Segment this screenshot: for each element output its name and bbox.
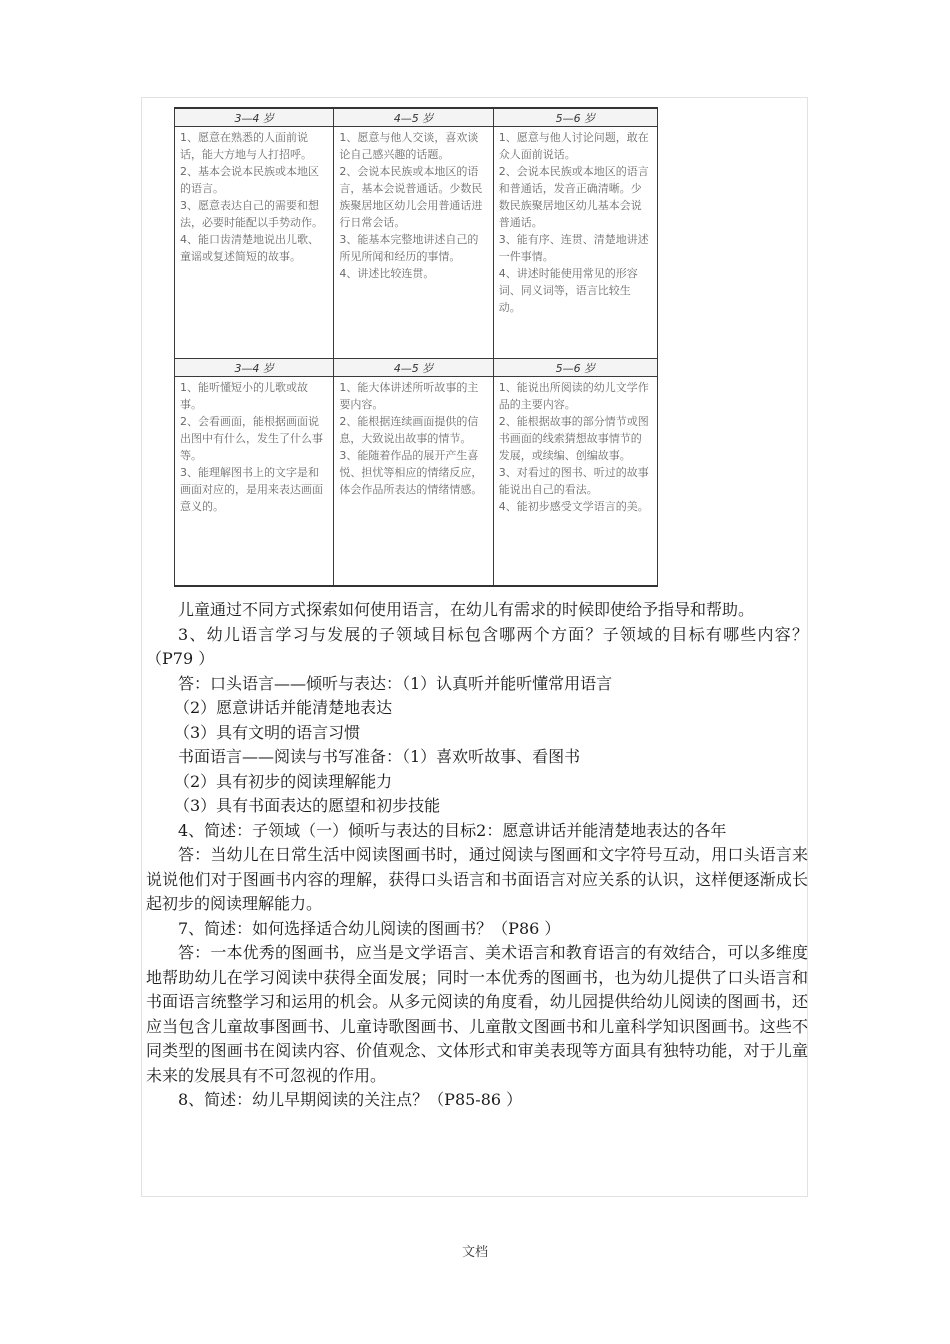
answer-7: 答：一本优秀的图画书，应当是文学语言、美术语言和教育语言的有效结合，可以多维度地帮助幼儿在学习阅读中获得全面发展；同时一本优秀的图画书，也为幼儿提供了口头语言和书面语言统整学习和运用的机会。从多元阅读的角度看，幼儿园提供给幼儿阅读的图画书，还应当包含儿童故事图画书、儿童诗歌图画书、儿童散文图画书和儿童科学知识图画书。这些不同类型的图画书在阅读内容、价值观念、文体形式和审美表现等方面具有独特功能，对于儿童未来的发展具有不可忽视的作用。 <box>146 943 808 1085</box>
table2-header-age-5-6: 5—6 岁 <box>493 359 657 377</box>
table2-item: 4、能初步感受文学语言的美。 <box>498 500 649 513</box>
question-7: 7、简述：如何选择适合幼儿阅读的图画书？（P86 ） <box>178 918 561 938</box>
table2-item: 1、能听懂短小的儿歌或故事。 <box>180 381 308 411</box>
table2-item: 2、能根据连续画面提供的信息，大致说出故事的情节。 <box>339 415 479 445</box>
goals-table-reading <box>174 358 658 587</box>
table2-item: 3、能随着作品的展开产生喜悦、担忧等相应的情绪反应，体会作品所表达的情绪情感。 <box>339 449 483 496</box>
body-text <box>146 598 808 1113</box>
table2-header-age-3-4: 3—4 岁 <box>175 359 334 377</box>
table1-item: 4、能口齿清楚地说出儿歌、童谣或复述简短的故事。 <box>180 233 319 263</box>
table1-header-age-3-4: 3—4 岁 <box>175 108 334 127</box>
table1-item: 4、讲述比较连贯。 <box>339 267 435 280</box>
table2-item: 1、能大体讲述所听故事的主要内容。 <box>339 381 479 411</box>
answer-3-line: （3）具有书面表达的愿望和初步技能 <box>174 796 441 815</box>
question-3: 3、幼儿语言学习与发展的子领域目标包含哪两个方面？子领域的目标有哪些内容？（P79 ） <box>146 624 808 668</box>
table1-item: 1、愿意在熟悉的人面前说话，能大方地与人打招呼。 <box>180 131 312 161</box>
table1-cell-age-3-4 <box>175 127 334 364</box>
table1-cell-age-4-5 <box>334 127 493 364</box>
table2-cell-age-5-6 <box>493 377 657 587</box>
table1-item: 4、讲述时能使用常见的形容词、同义词等，语言比较生动。 <box>498 267 638 314</box>
table2-item: 3、能理解图书上的文字是和画面对应的，是用来表达画面意义的。 <box>180 466 323 513</box>
table2-cell-age-4-5 <box>334 377 493 587</box>
answer-4: 答：当幼儿在日常生活中阅读图画书时，通过阅读与图画和文字符号互动，用口头语言来说说他们对于图画书内容的理解，获得口头语言和书面语言对应关系的认识，这样便逐渐成长起初步的阅读理解能力。 <box>146 845 808 913</box>
table2-item: 1、能说出所阅读的幼儿文学作品的主要内容。 <box>498 381 649 411</box>
table2-item: 2、能根据故事的部分情节或图书画面的线索猜想故事情节的发展，或续编、创编故事。 <box>498 415 649 462</box>
answer-3-line: 书面语言——阅读与书写准备：（1）喜欢听故事、看图书 <box>178 747 581 766</box>
answer-3-line: （2）愿意讲话并能清楚地表达 <box>174 698 393 717</box>
answer-3-line: （3）具有文明的语言习惯 <box>174 722 361 742</box>
goals-table-speaking <box>174 107 658 364</box>
table2-cell-age-3-4 <box>175 377 334 587</box>
table1-item: 2、基本会说本民族或本地区的语言。 <box>180 165 319 195</box>
question-4: 4、简述：子领域（一）倾听与表达的目标2：愿意讲话并能清楚地表达的各年 <box>178 820 727 840</box>
table1-item: 3、能基本完整地讲述自己的所见所闻和经历的事情。 <box>339 233 479 263</box>
table2-header-age-4-5: 4—5 岁 <box>334 359 493 377</box>
table1-item: 3、能有序、连贯、清楚地讲述一件事情。 <box>498 233 649 263</box>
answer-3-line: 答：口头语言——倾听与表达：（1）认真听并能听懂常用语言 <box>178 673 613 693</box>
table1-cell-age-5-6 <box>493 127 657 364</box>
table1-item: 1、愿意与他人交谈，喜欢谈论自己感兴趣的话题。 <box>339 131 479 161</box>
table1-header-age-5-6: 5—6 岁 <box>493 108 657 127</box>
table2-item: 2、会看画面，能根据画面说出图中有什么，发生了什么事等。 <box>180 415 323 462</box>
table1-item: 1、愿意与他人讨论问题，敢在众人面前说话。 <box>498 131 649 161</box>
page-footer: 文档 <box>461 1245 488 1260</box>
table1-item: 2、会说本民族或本地区的语言，基本会说普通话。少数民族聚居地区幼儿会用普通话进行日常会话。 <box>339 165 483 229</box>
table1-item: 2、会说本民族或本地区的语言和普通话，发音正确清晰。少数民族聚居地区幼儿基本会说普通话。 <box>498 165 649 229</box>
paragraph: 儿童通过不同方式探索如何使用语言，在幼儿有需求的时候即使给予指导和帮助。 <box>178 600 755 619</box>
question-8: 8、简述：幼儿早期阅读的关注点？（P85-86 ） <box>178 1090 523 1109</box>
table1-item: 3、愿意表达自己的需要和想法，必要时能配以手势动作。 <box>180 199 323 229</box>
table2-item: 3、对看过的图书、听过的故事能说出自己的看法。 <box>498 466 649 496</box>
table1-header-age-4-5: 4—5 岁 <box>334 108 493 127</box>
answer-3-line: （2）具有初步的阅读理解能力 <box>174 771 393 791</box>
